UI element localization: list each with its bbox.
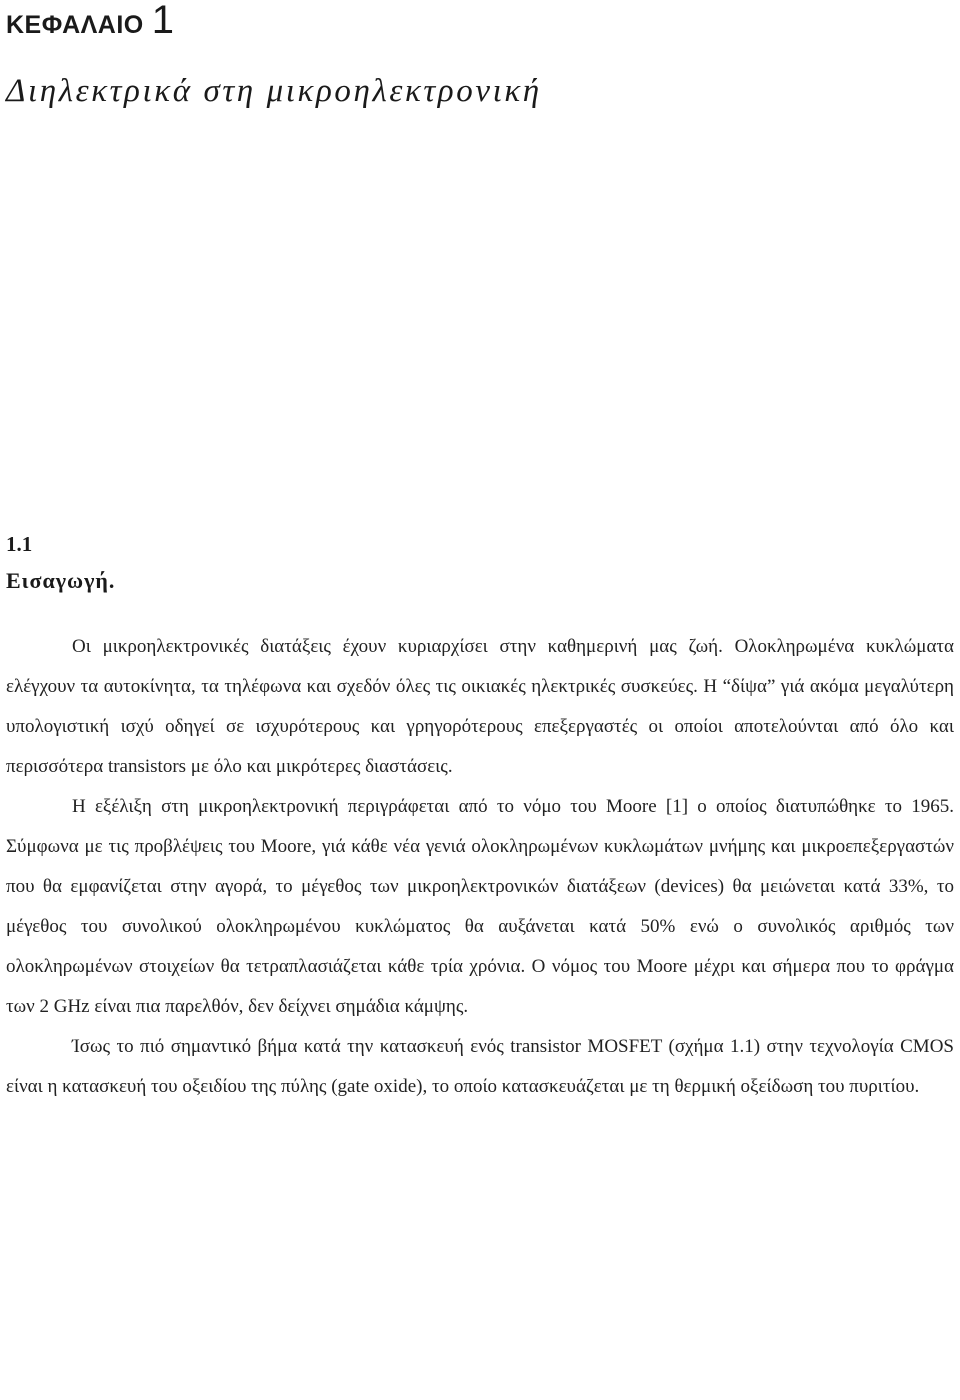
- chapter-number: 1: [151, 0, 175, 42]
- chapter-title: Διηλεκτρικά στη μικροηλεκτρονική: [6, 73, 542, 109]
- section-number: 1.1: [6, 532, 33, 556]
- section-title: Εισαγωγή.: [6, 568, 116, 593]
- chapter-heading: [6, 0, 174, 40]
- body-text: [6, 627, 954, 1107]
- chapter-word: ΚΕΦΑΛΑΙΟ: [6, 11, 144, 39]
- paragraph-moore-law: Η εξέλιξη στη μικροηλεκτρονική περιγράφεται από το νόμο του Moore [1] ο οποίος διατυπώθηκε το 1965. Σύμφωνα με τις προβλέψεις του Moore, γιά κάθε νέα γενιά ολοκληρωμένων κυκλωμάτων μνήμης και μικροεπεξεργαστών που θα εμφανίζεται στην αγορά, το μέγεθος των μικροηλεκτρονικών διατάξεων (devices) θα μειώνεται κατά 33%, το μέγεθος του συνολικού ολοκληρωμένου κυκλώματος θα αυξάνεται κατά 50% ενώ ο συνολικός αριθμός των ολοκληρωμένων στοιχείων θα τετραπλασιάζεται κάθε τρία χρόνια. Ο νόμος του Moore μέχρι και σήμερα που το φράγμα των 2 GHz είναι πια παρελθόν, δεν δείχνει σημάδια κάμψης.: [6, 796, 954, 1017]
- paragraph-gate-oxide: Ίσως το πιό σημαντικό βήμα κατά την κατασκευή ενός transistor MOSFET (σχήμα 1.1) στην τεχνολογία CMOS είναι η κατασκευή του οξειδίου της πύλης (gate oxide), το οποίο κατασκευάζεται με τη θερμική οξείδωση του πυριτίου.: [6, 1036, 954, 1097]
- paragraph-intro: Οι μικροηλεκτρονικές διατάξεις έχουν κυριαρχίσει στην καθημερινή μας ζωή. Ολοκληρωμένα κυκλώματα ελέγχουν τα αυτοκίνητα, τα τηλέφωνα και σχεδόν όλες τις οικιακές ηλεκτρικές συσκεύες. Η “δίψα” γιά ακόμα μεγαλύτερη υπολογιστική ισχύ οδηγεί σε ισχυρότερους και γρηγορότερους επεξεργαστές οι οποίοι αποτελούνται από όλο και περισσότερα transistors με όλο και μικρότερες διαστάσεις.: [6, 636, 954, 777]
